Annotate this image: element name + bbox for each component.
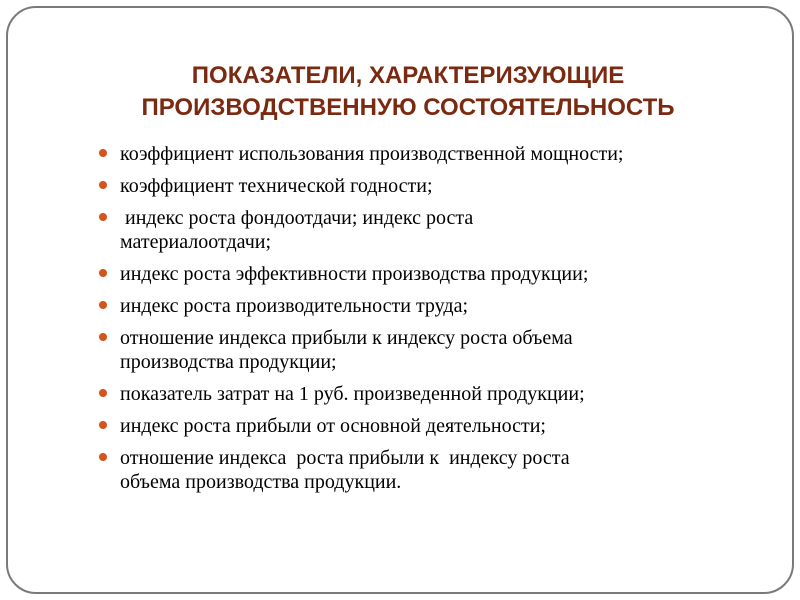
list-item	[96, 326, 776, 374]
slide-frame	[6, 6, 794, 594]
list-item	[96, 446, 776, 494]
indicator-list	[96, 142, 776, 502]
list-item-text: отношение индекса роста прибыли к индексу роста объема производства продукции.	[120, 447, 570, 493]
list-item-text: коэффициент использования производственной мощности;	[120, 143, 624, 165]
list-item-text: отношение индекса прибыли к индексу роста объема производства продукции;	[120, 327, 573, 373]
bullet-icon	[99, 301, 107, 309]
list-item-text: индекс роста производительности труда;	[120, 295, 469, 317]
bullet-icon	[99, 181, 107, 189]
list-item-text: индекс роста прибыли от основной деятельности;	[120, 415, 546, 437]
list-item	[96, 382, 776, 406]
bullet-icon	[99, 333, 107, 341]
bullet-icon	[99, 149, 107, 157]
title-line-2: ПРОИЗВОДСТВЕННУЮ СОСТОЯТЕЛЬНОСТЬ	[141, 94, 675, 121]
slide-title	[28, 60, 788, 124]
list-item-text: коэффициент технической годности;	[120, 175, 433, 197]
bullet-icon	[99, 269, 107, 277]
list-item-text: индекс роста фондоотдачи; индекс роста материалоотдачи;	[120, 207, 474, 253]
list-item	[96, 262, 776, 286]
list-item	[96, 414, 776, 438]
list-item	[96, 206, 776, 254]
list-item-text: индекс роста эффективности производства продукции;	[120, 263, 589, 285]
list-item-text: показатель затрат на 1 руб. произведенной продукции;	[120, 383, 585, 405]
title-line-1: ПОКАЗАТЕЛИ, ХАРАКТЕРИЗУЮЩИЕ	[191, 62, 625, 89]
list-item	[96, 294, 776, 318]
bullet-icon	[99, 389, 107, 397]
list-item	[96, 142, 776, 166]
bullet-icon	[99, 453, 107, 461]
bullet-icon	[99, 421, 107, 429]
bullet-icon	[99, 213, 107, 221]
list-item	[96, 174, 776, 198]
